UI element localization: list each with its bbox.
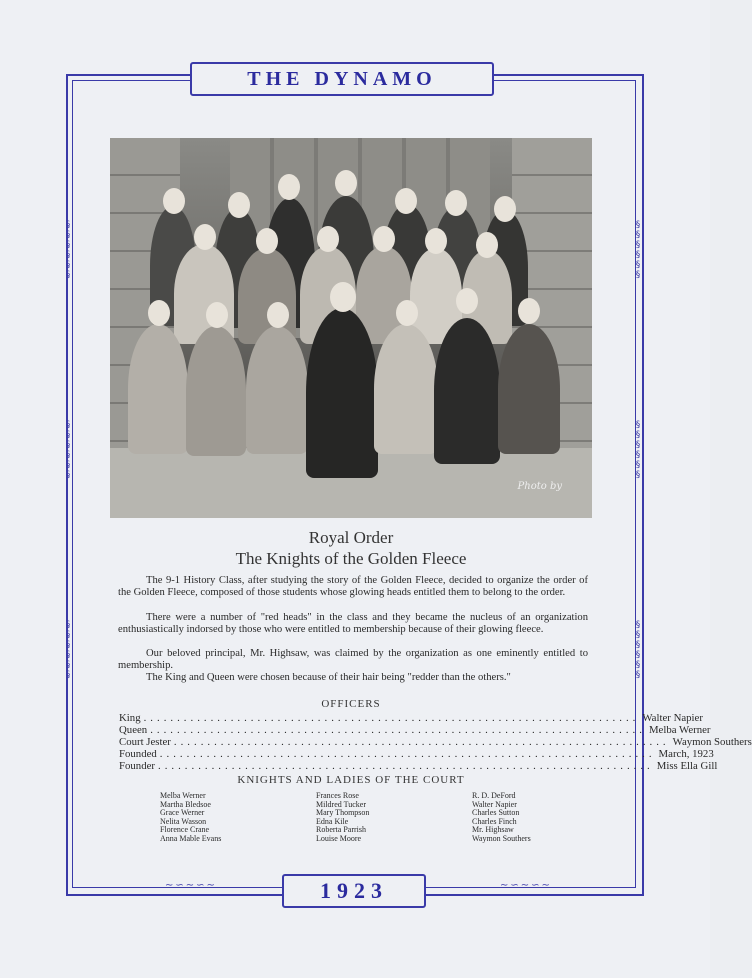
court-member: Louise Moore (316, 833, 362, 843)
photo-face (335, 170, 357, 196)
court-member: Florence Crane (160, 825, 210, 835)
officer-row-founded (119, 748, 714, 760)
leader-dots: .......................................................................... (173, 736, 670, 748)
court-member: Martha Bledsoe (160, 799, 211, 809)
footer-year: 1923 (320, 878, 388, 903)
officer-label: Founded (119, 748, 157, 760)
officer-name: Melba Werner (648, 724, 711, 736)
photo-face (267, 302, 289, 328)
court-member: Anna Mable Evans (160, 833, 222, 843)
officer-name: Waymon Southers (672, 736, 752, 748)
photo-face (395, 188, 417, 214)
article-paragraph (118, 575, 588, 598)
photo-face (425, 228, 447, 254)
leader-dots: .......................................................................... (158, 760, 654, 772)
photo-person (128, 324, 188, 454)
leader-dots: .......................................................................... (143, 712, 640, 724)
photo-face (445, 190, 467, 216)
officer-row-founder (119, 760, 718, 772)
court-column-3 (472, 792, 531, 844)
photo-person (246, 326, 308, 454)
court-member: Charles Finch (472, 816, 517, 826)
photo-person (306, 308, 378, 478)
left-border-ornament: § § § § § § (65, 620, 71, 680)
article-paragraph (118, 672, 588, 684)
photo-face (373, 226, 395, 252)
leader-dots: .......................................................................... (150, 724, 646, 736)
article-title-line1: Royal Order (308, 528, 394, 547)
court-member: Roberta Parrish (316, 825, 366, 835)
photo-person (434, 318, 500, 464)
article-title-line2: The Knights of the Golden Fleece (235, 549, 467, 568)
court-member: Grace Werner (160, 808, 205, 818)
court-member: Mary Thompson (316, 808, 370, 818)
court-column-2 (316, 792, 369, 844)
court-member: Edna Kile (316, 816, 349, 826)
header-banner (190, 62, 494, 96)
photographer-signature: Photo by (517, 481, 562, 492)
court-member: Mildred Tucker (316, 799, 366, 809)
right-border-ornament: § § § § § § (635, 420, 641, 480)
officer-label: Court Jester (119, 736, 171, 748)
bottom-border-ornament: ∼∽∼∽∼ (500, 880, 552, 891)
officer-name: Miss Ella Gill (656, 760, 718, 772)
photo-face (494, 196, 516, 222)
officer-label: Queen (119, 724, 148, 736)
officer-name: March, 1923 (658, 748, 714, 760)
paragraph-text: There were a number of "red heads" in the class and they became the nucleus of an organization enthusiastically indorsed by those who were entitled to membership because of their glowing fleece. (118, 612, 588, 635)
photo-face (148, 300, 170, 326)
photo-face (206, 302, 228, 328)
court-member: Melba Werner (160, 791, 206, 800)
court-member: Frances Rose (316, 791, 359, 800)
court-member: Mr. Highsaw (472, 825, 514, 835)
photo-face (194, 224, 216, 250)
photo-face (330, 282, 356, 312)
photo-face (317, 226, 339, 252)
officer-row-court-jester (119, 736, 752, 748)
court-column-1 (160, 792, 221, 844)
leader-dots: .......................................................................... (159, 748, 656, 760)
paragraph-text: The 9-1 History Class, after studying the story of the Golden Fleece, decided to organize the order of the Golden Fleece, composed of those students whose glowing heads entitled them to belong to the order. (118, 575, 588, 598)
photo-person (374, 324, 438, 454)
article-paragraph (118, 648, 588, 671)
photo-face (163, 188, 185, 214)
court-heading: KNIGHTS AND LADIES OF THE COURT (237, 774, 465, 786)
officer-row-queen (119, 724, 711, 736)
bottom-border-ornament: ∼∽∼∽∼ (165, 880, 217, 891)
photo-person (498, 324, 560, 454)
footer-banner (282, 874, 426, 908)
officers-heading: OFFICERS (321, 698, 381, 710)
officer-name: Walter Napier (642, 712, 703, 724)
page-title: THE DYNAMO (247, 67, 437, 90)
photo-face (518, 298, 540, 324)
right-border-ornament: § § § § § § (635, 620, 641, 680)
right-border-ornament: § § § § § § (635, 220, 641, 280)
left-border-ornament: § § § § § § (65, 420, 71, 480)
paragraph-text: Our beloved principal, Mr. Highsaw, was claimed by the organization as one eminently entitled to membership. (118, 648, 588, 671)
officer-row-king (119, 712, 703, 724)
court-member: R. D. DeFord (472, 791, 516, 800)
court-member: Nelita Wasson (160, 816, 207, 826)
court-member: Charles Sutton (472, 808, 520, 818)
photo-face (396, 300, 418, 326)
court-member: Walter Napier (472, 799, 517, 809)
court-member: Waymon Southers (472, 833, 531, 843)
photo-face (278, 174, 300, 200)
photo-person (186, 326, 246, 456)
officer-label: King (119, 712, 141, 724)
photo-face (456, 288, 478, 314)
group-photo (110, 138, 592, 518)
left-border-ornament: § § § § § § (65, 220, 71, 280)
photo-face (256, 228, 278, 254)
officer-label: Founder (119, 760, 155, 772)
photo-face (476, 232, 498, 258)
paragraph-text: The King and Queen were chosen because of their hair being "redder than the others." (146, 672, 511, 683)
photo-face (228, 192, 250, 218)
article-paragraph (118, 612, 588, 635)
